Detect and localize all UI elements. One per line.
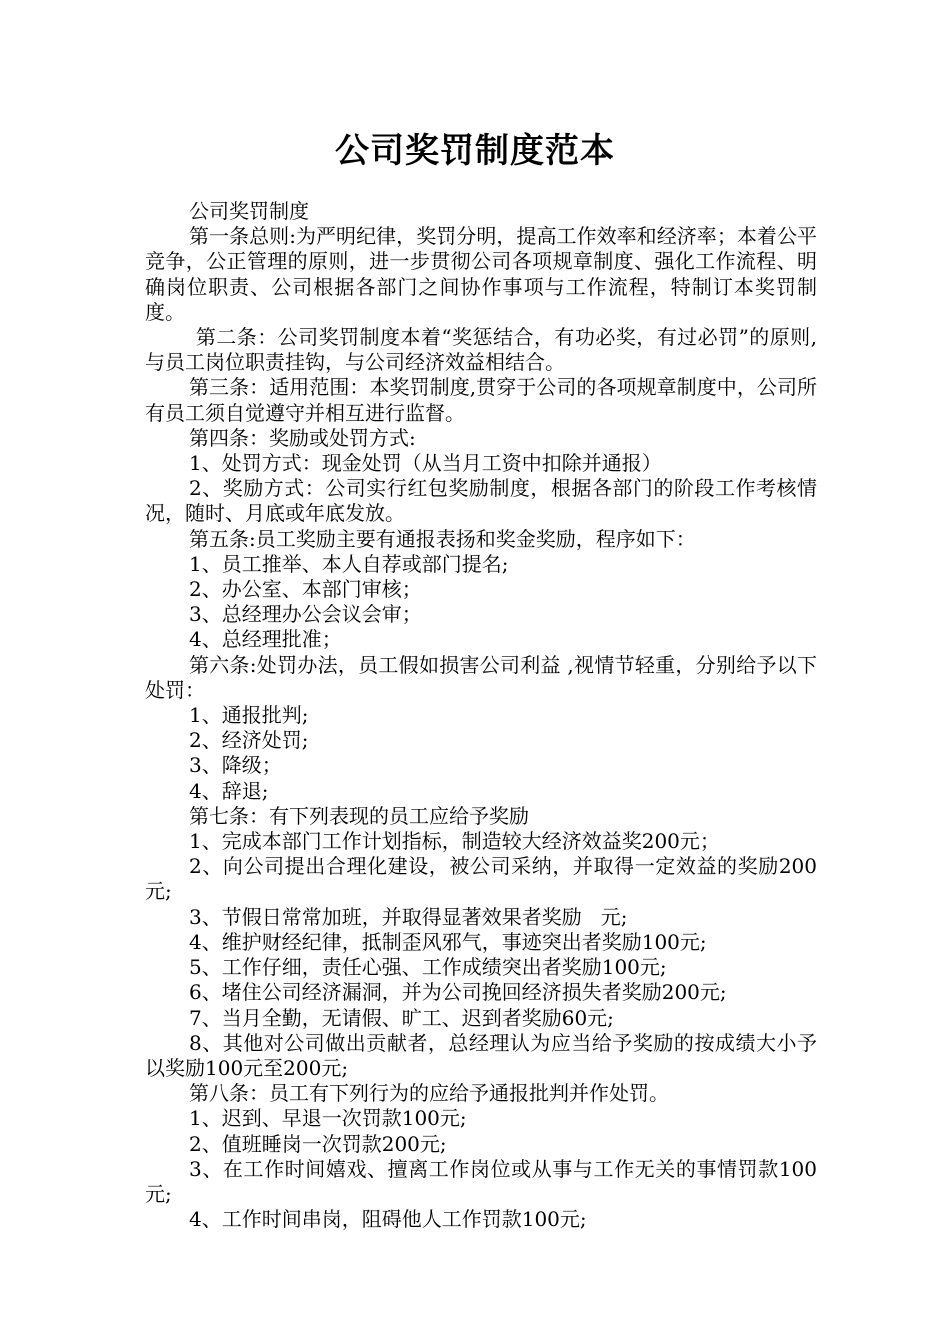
paragraph: 1、处罚方式：现金处罚（从当月工资中扣除并通报） [189,451,662,476]
paragraph: 2、值班睡岗一次罚款200元; [189,1131,447,1156]
paragraph: 第三条：适用范围：本奖罚制度,贯穿于公司的各项规章制度中，公司所有员工须自觉遵守并相互进行监督。 [145,375,817,425]
paragraph: 1、通报批判; [189,703,309,728]
document-title: 公司奖罚制度范本 [335,131,615,171]
paragraph: 第一条总则:为严明纪律，奖罚分明，提高工作效率和经济率；本着公平竞争，公正管理的原则，进一步贯彻公司各项规章制度、强化工作流程、明确岗位职责、公司根据各部门之间协作事项与工作流程，特制订本奖罚制度。 [145,224,817,324]
paragraph: 6、堵住公司经济漏洞，并为公司挽回经济损失者奖励200元; [189,980,727,1005]
paragraph: 8、其他对公司做出贡献者，总经理认为应当给予奖励的按成绩大小予以奖励100元至200元; [145,1030,817,1080]
paragraph: 2、办公室、本部门审核； [189,577,422,602]
paragraph: 5、工作仔细，责任心强、工作成绩突出者奖励100元; [189,955,667,980]
paragraph: 4、总经理批准； [189,627,342,652]
paragraph: 2、经济处罚; [189,728,309,753]
paragraph: 第四条：奖励或处罚方式: [189,425,416,450]
paragraph: 第七条：有下列表现的员工应给予奖励 [189,803,529,828]
paragraph: 4、工作时间串岗，阻碍他人工作罚款100元; [189,1207,587,1232]
paragraph: 公司奖罚制度 [189,199,309,223]
paragraph: 3、在工作时间嬉戏、擅离工作岗位或从事与工作无关的事情罚款100元; [145,1156,817,1206]
paragraph: 第二条：公司奖罚制度本着“奖惩结合，有功必奖，有过必罚”的原则,与员工岗位职责挂钩，与公司经济效益相结合。 [145,325,817,375]
paragraph: 3、节假日常常加班，并取得显著效果者奖励 元; [189,904,628,929]
paragraph: 1、完成本部门工作计划指标，制造较大经济效益奖200元； [189,829,720,854]
paragraph: 2、向公司提出合理化建设，被公司采纳，并取得一定效益的奖励200元; [145,854,817,904]
paragraph: 1、迟到、早退一次罚款100元; [189,1106,467,1131]
paragraph: 7、当月全勤，无请假、旷工、迟到者奖励60元; [189,1005,614,1030]
paragraph: 第八条：员工有下列行为的应给予通报批判并作处罚。 [189,1081,669,1106]
paragraph: 4、维护财经纪律，抵制歪风邪气，事迹突出者奖励100元; [189,929,707,954]
paragraph: 3、总经理办公会议会审； [189,602,422,627]
paragraph: 第五条:员工奖励主要有通报表扬和奖金奖励，程序如下： [189,526,696,551]
paragraph: 1、员工推举、本人自荐或部门提名; [189,551,509,576]
paragraph: 2、奖励方式：公司实行红包奖励制度，根据各部门的阶段工作考核情况，随时、月底或年底发放。 [145,476,817,526]
paragraph: 3、降级； [189,753,282,778]
paragraph: 第六条:处罚办法，员工假如损害公司利益 ,视情节轻重，分别给予以下处罚： [145,652,817,702]
document-body [145,199,817,1232]
paragraph: 4、辞退; [189,778,269,803]
